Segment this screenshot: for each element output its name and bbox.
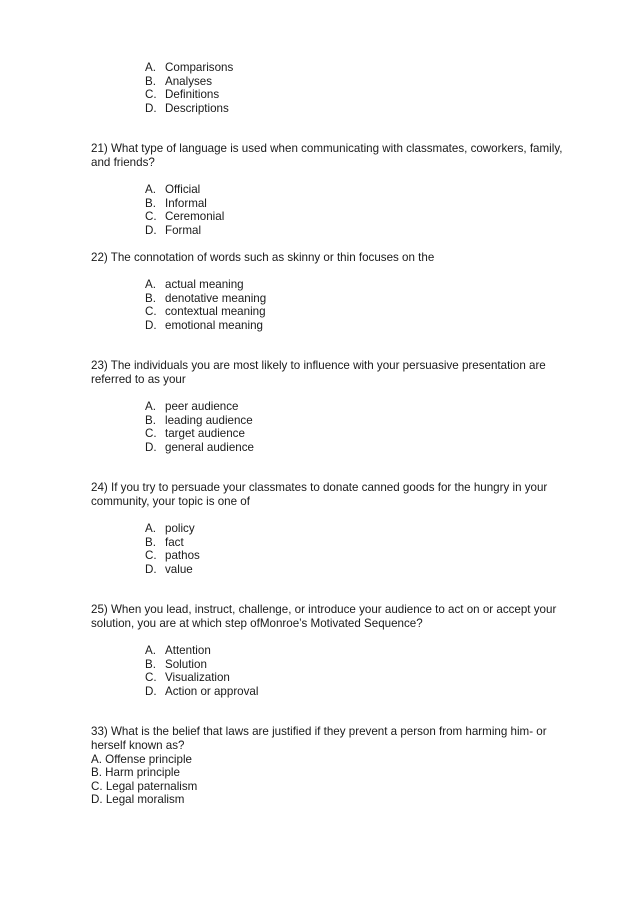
option-text: Comparisons [165,61,234,74]
option-letter: A. [145,183,156,196]
option-text: contextual meaning [165,305,266,318]
option-letter: A. [145,278,156,291]
option-text: Definitions [165,88,220,101]
option-text: denotative meaning [165,291,267,305]
option-letter: B. [145,74,156,88]
question-23-line-1: 23) The individuals you are most likely to influence with your persuasive presentation are [91,359,546,372]
option-letter: D. [145,684,157,698]
option-letter: A. [145,400,156,413]
option-letter: D. [145,223,157,237]
option-letter: D. [145,318,157,332]
option-text: peer audience [165,400,239,413]
option-text: Solution [165,657,207,671]
option-text: Visualization [165,671,230,684]
option-letter: C. [145,671,157,684]
option-letter: A. [145,522,156,535]
option-letter: B. [145,291,156,305]
question-23-line-2: referred to as your [91,373,186,386]
option-letter: A. [145,644,156,657]
question-33-line-2: herself known as? [91,739,185,752]
question-21-line-2: and friends? [91,156,155,169]
question-24-line-2: community, your topic is one of [91,495,250,508]
option-text: fact [165,535,184,549]
option-letter: C. [145,305,157,318]
question-33-option-a: A. Offense principle [91,752,192,766]
question-22-line-1: 22) The connotation of words such as skinny or thin focuses on the [91,251,435,264]
question-33-option-b: B. Harm principle [91,766,180,779]
option-text: actual meaning [165,278,244,291]
question-33-line-1: 33) What is the belief that laws are justified if they prevent a person from harming him- or [91,725,547,738]
question-21-line-1: 21) What type of language is used when communicating with classmates, coworkers, family, [91,142,563,155]
question-24-line-1: 24) If you try to persuade your classmates to donate canned goods for the hungry in your [91,481,548,494]
option-text: Attention [165,644,211,657]
option-letter: D. [145,101,157,115]
option-letter: D. [145,440,157,454]
question-33-option-d: D. Legal moralism [91,793,185,806]
option-text: leading audience [165,413,253,427]
option-text: Informal [165,196,207,210]
option-letter: D. [145,562,157,576]
question-25-line-2: solution, you are at which step ofMonroe’s Motivated Sequence? [91,617,423,630]
option-text: Formal [165,223,202,237]
option-letter: B. [145,535,156,549]
option-text: Descriptions [165,101,229,115]
option-letter: C. [145,88,157,101]
option-text: Official [165,183,201,196]
option-text: Ceremonial [165,210,225,223]
question-33-option-c: C. Legal paternalism [91,779,198,793]
option-text: Action or approval [165,684,259,698]
option-text: emotional meaning [165,318,263,332]
option-letter: C. [145,210,157,223]
option-text: target audience [165,427,245,440]
option-letter: B. [145,196,156,210]
option-letter: A. [145,61,156,74]
option-letter: C. [145,549,157,562]
option-text: pathos [165,549,200,562]
option-text: policy [165,522,195,535]
option-letter: C. [145,427,157,440]
option-text: general audience [165,440,254,454]
option-text: Analyses [165,74,213,88]
option-text: value [165,562,193,576]
question-25-line-1: 25) When you lead, instruct, challenge, or introduce your audience to act on or accept your [91,603,557,616]
option-letter: B. [145,413,156,427]
option-letter: B. [145,657,156,671]
